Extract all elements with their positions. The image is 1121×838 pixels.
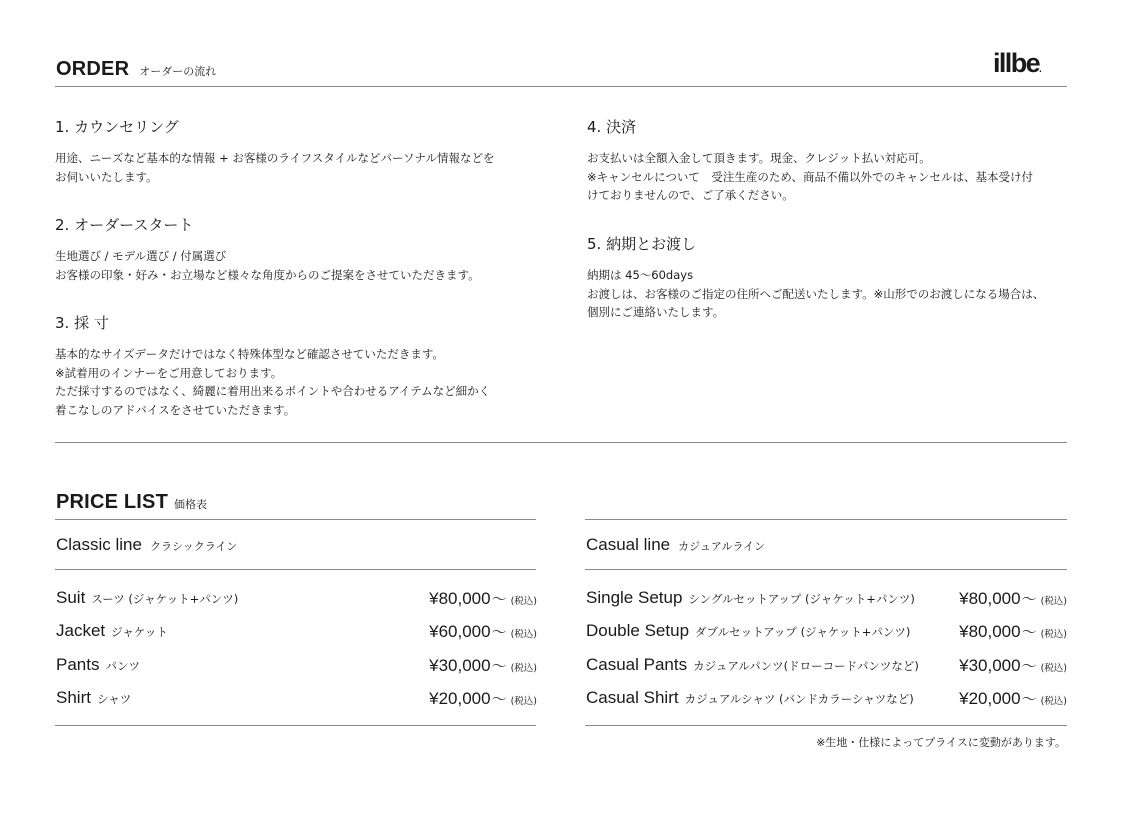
step-line: 個別にご連絡いたします。 xyxy=(587,305,725,320)
item-price xyxy=(959,688,1067,709)
item-name-en: Suit xyxy=(56,588,86,607)
price-row xyxy=(586,655,1067,688)
step-line: 基本的なサイズデータだけではなく特殊体型など確認させていただきます。 xyxy=(55,347,444,361)
item-name-ja: シャツ xyxy=(96,691,132,706)
price-suffix: 〜 xyxy=(1021,591,1037,608)
price-value: ¥20,000 xyxy=(959,688,1021,708)
order-step-measurement xyxy=(55,312,490,419)
item-name xyxy=(586,688,914,708)
order-step-start xyxy=(55,214,480,284)
item-name xyxy=(56,621,168,641)
price-row xyxy=(586,588,1067,621)
price-value: ¥80,000 xyxy=(959,589,1021,608)
price-row xyxy=(56,688,537,721)
order-header xyxy=(56,58,216,81)
price-row xyxy=(586,621,1067,654)
price-suffix: 〜 xyxy=(491,657,507,675)
price-tax: (税込) xyxy=(1040,596,1067,607)
item-name-ja: パンツ xyxy=(105,658,140,673)
price-row xyxy=(56,655,537,688)
step-line: 用途、ニーズなど基本的な情報 + お客様のライフスタイルなどパーソナル情報などを xyxy=(55,151,495,165)
price-suffix: 〜 xyxy=(1021,690,1037,708)
price-list-subtitle: 価格表 xyxy=(174,498,208,511)
price-value: ¥60,000 xyxy=(429,622,491,642)
step-title: 3. 採 寸 xyxy=(55,314,109,332)
step-title: 4. 決済 xyxy=(587,118,637,136)
step-body xyxy=(55,345,490,419)
step-line: ただ採寸するのではなく、綺麗に着用出来るポイントや合わせるアイテムなど細かく xyxy=(55,384,491,399)
classic-line-subtitle: クラシックライン xyxy=(149,540,238,553)
step-title: 5. 納期とお渡し xyxy=(587,235,697,253)
price-value: ¥20,000 xyxy=(429,688,491,708)
step-line: お客様の印象・好み・お立場など様々な角度からのご提案をさせていただきます。 xyxy=(55,267,480,282)
order-step-payment xyxy=(587,116,1033,205)
logo-text: illbe xyxy=(993,48,1040,78)
item-name-en: Shirt xyxy=(56,687,91,707)
item-price xyxy=(429,621,537,642)
order-step-counseling xyxy=(55,116,494,186)
item-name-en: Casual Pants xyxy=(586,654,688,674)
step-line: 生地選び / モデル選び / 付属選び xyxy=(55,249,227,263)
classic-line-title: Classic line xyxy=(56,535,142,554)
item-name-en: Pants xyxy=(56,654,100,674)
logo-dot: . xyxy=(1039,64,1041,75)
classic-bottom-divider xyxy=(55,725,536,726)
item-price xyxy=(429,655,537,676)
price-value: ¥30,000 xyxy=(959,655,1021,675)
item-name xyxy=(56,588,238,608)
price-tax: (税込) xyxy=(510,662,537,674)
step-body xyxy=(55,247,480,284)
header-divider xyxy=(55,86,1067,87)
classic-price-list xyxy=(56,588,537,721)
price-suffix: 〜 xyxy=(491,591,507,608)
order-subtitle: オーダーの流れ xyxy=(139,65,217,78)
item-name xyxy=(586,621,910,641)
price-row xyxy=(56,621,537,654)
classic-line-header xyxy=(56,535,237,555)
item-price xyxy=(959,588,1067,609)
step-title: 1. カウンセリング xyxy=(55,118,179,136)
casual-bottom-divider xyxy=(585,725,1067,726)
price-tax: (税込) xyxy=(510,596,537,607)
step-line: お伺いいたします。 xyxy=(55,169,158,184)
section-divider xyxy=(55,442,1067,443)
price-tax: (税込) xyxy=(510,629,537,641)
item-name-en: Jacket xyxy=(56,621,106,641)
casual-top-divider xyxy=(585,519,1067,520)
price-suffix: 〜 xyxy=(1021,657,1037,675)
item-price xyxy=(959,655,1067,676)
step-body xyxy=(587,149,1033,205)
item-name-ja: シングルセットアップ (ジャケット+パンツ) xyxy=(688,592,915,606)
price-tax: (税込) xyxy=(510,695,537,707)
casual-header-divider xyxy=(585,569,1067,570)
item-name xyxy=(586,588,915,608)
classic-header-divider xyxy=(55,569,536,570)
step-line: お支払いは全額入金して頂きます。現金、クレジット払い対応可。 xyxy=(587,151,931,165)
casual-price-list xyxy=(586,588,1067,721)
item-name-ja: ジャケット xyxy=(111,625,168,640)
price-value: ¥30,000 xyxy=(429,655,491,675)
item-name-en: Casual Shirt xyxy=(586,687,679,707)
price-row xyxy=(56,588,537,621)
price-tax: (税込) xyxy=(1040,629,1067,641)
casual-line-title: Casual line xyxy=(586,535,671,554)
step-line: 着こなしのアドバイスをさせていただきます。 xyxy=(55,402,296,417)
price-tax: (税込) xyxy=(1040,662,1067,674)
step-body xyxy=(55,149,494,186)
price-value: ¥80,000 xyxy=(429,589,491,608)
item-price xyxy=(959,621,1067,642)
item-name xyxy=(56,688,131,708)
item-name-ja: カジュアルパンツ(ドローコードパンツなど) xyxy=(693,658,919,673)
item-name-ja: ダブルセットアップ (ジャケット+パンツ) xyxy=(695,625,911,640)
price-row xyxy=(586,688,1067,721)
price-note: ※生地・仕様によってプライスに変動があります。 xyxy=(816,736,1066,749)
item-name xyxy=(586,655,919,675)
item-name-en: Single Setup xyxy=(586,588,683,607)
step-body xyxy=(587,266,1044,322)
step-line: けておりませんので、ご了承ください。 xyxy=(587,188,794,203)
classic-top-divider xyxy=(55,519,536,520)
casual-line-header xyxy=(586,535,765,555)
price-value: ¥80,000 xyxy=(959,622,1021,642)
order-title: ORDER xyxy=(56,58,130,80)
step-line: お渡しは、お客様のご指定の住所へご配送いたします。※山形でのお渡しになる場合は、 xyxy=(587,286,1045,301)
step-line: ※試着用のインナーをご用意しております。 xyxy=(55,365,283,380)
casual-line-subtitle: カジュアルライン xyxy=(678,540,766,553)
step-line: ※キャンセルについて 受注生産のため、商品不備以外でのキャンセルは、基本受け付 xyxy=(587,169,1033,184)
step-title: 2. オーダースタート xyxy=(55,216,194,234)
price-suffix: 〜 xyxy=(1021,624,1037,642)
brand-logo xyxy=(993,48,1040,79)
item-name-ja: スーツ (ジャケット+パンツ) xyxy=(91,592,239,606)
price-suffix: 〜 xyxy=(491,624,507,642)
price-list-header xyxy=(56,491,207,514)
step-line: 納期は 45〜60days xyxy=(587,268,694,282)
price-list-title: PRICE LIST xyxy=(56,491,169,513)
item-price xyxy=(429,588,537,609)
price-tax: (税込) xyxy=(1040,695,1067,707)
item-name-ja: カジュアルシャツ (バンドカラーシャツなど) xyxy=(684,691,914,706)
item-name-en: Double Setup xyxy=(586,621,690,641)
order-step-delivery xyxy=(587,233,1044,322)
item-price xyxy=(429,688,537,709)
price-suffix: 〜 xyxy=(491,690,507,708)
item-name xyxy=(56,655,140,675)
